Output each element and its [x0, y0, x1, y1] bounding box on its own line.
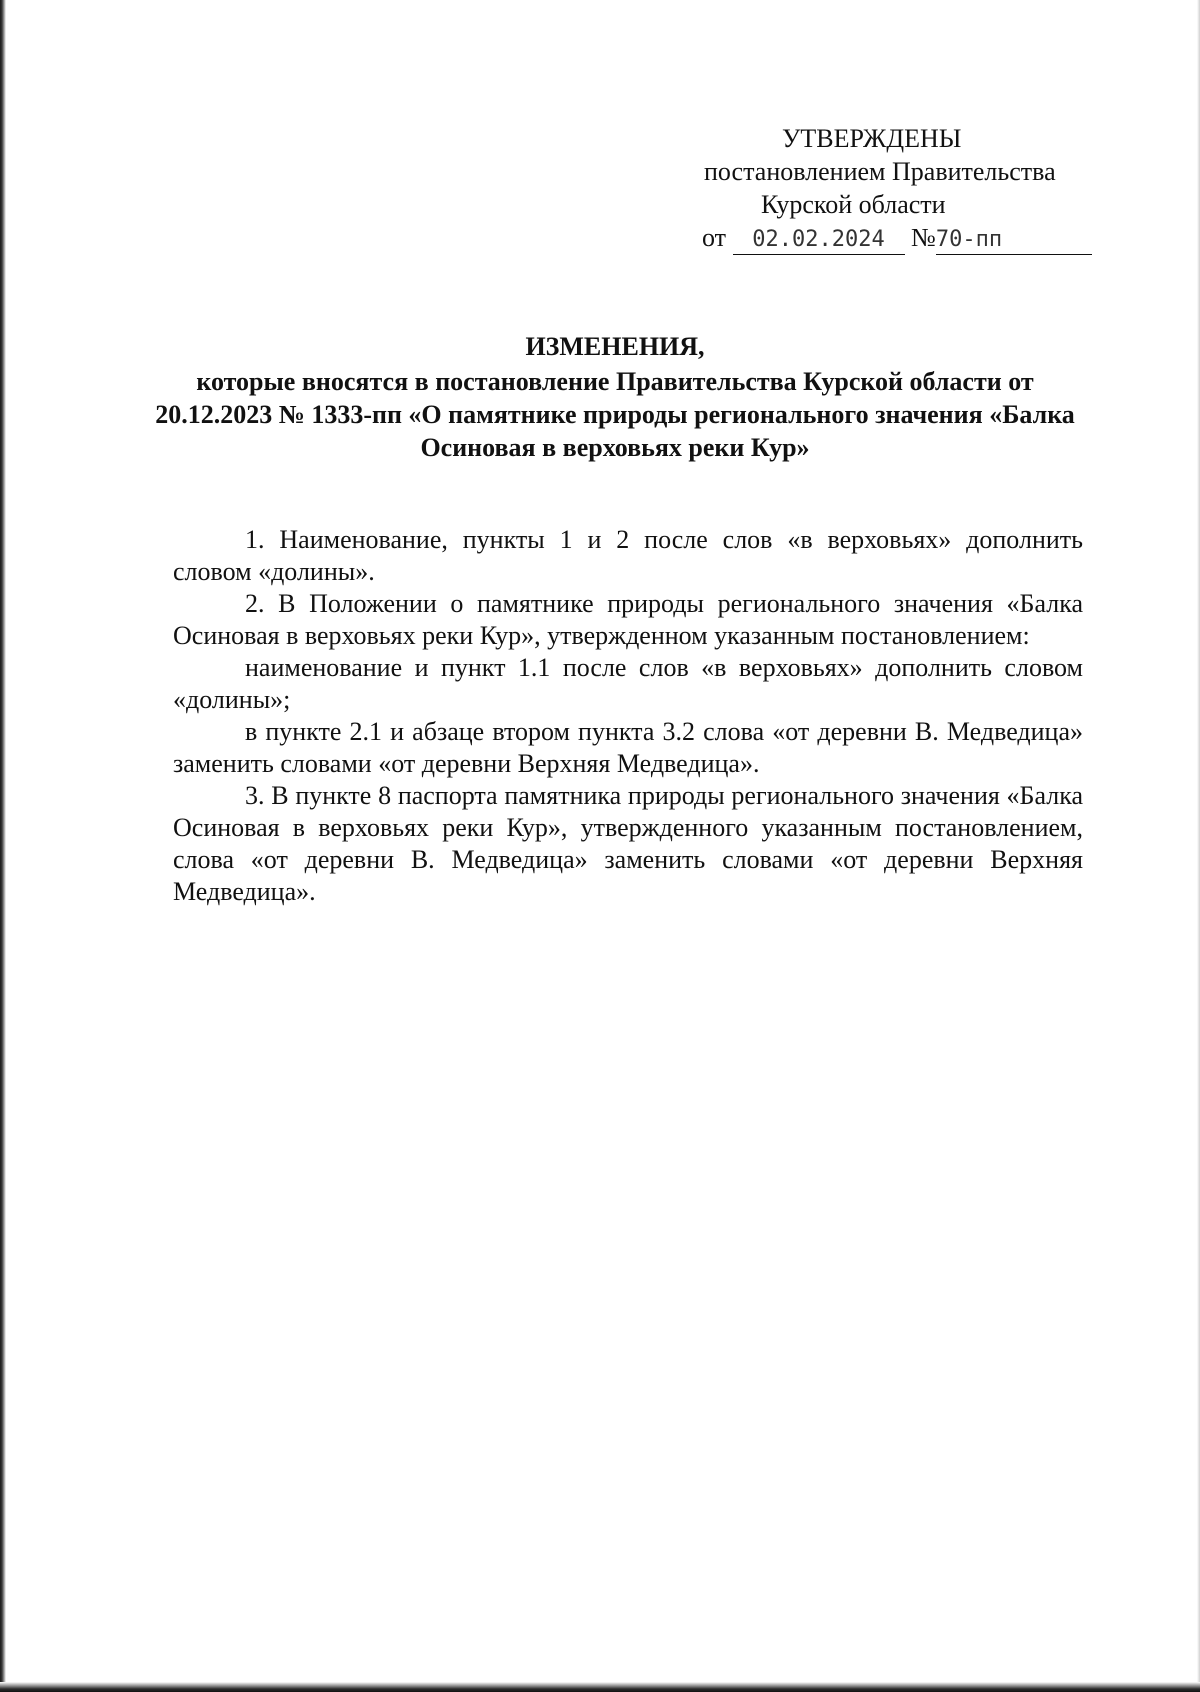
approval-heading: УТВЕРЖДЕНЫ	[782, 124, 962, 153]
body-paragraph: в пункте 2.1 и абзаце втором пункта 3.2 слова «от деревни В. Медведица» заменить словами «от деревни Верхняя Медведица».	[173, 717, 1083, 778]
body-paragraph: наименование и пункт 1.1 после слов «в верховьях» дополнить словом «долины»;	[173, 653, 1083, 714]
approval-block	[690, 122, 1090, 255]
number-prefix: №	[911, 223, 936, 252]
body-paragraph: 2. В Положении о памятнике природы регионального значения «Балка Осиновая в верховьях реки Кур», утвержденном указанным постановлением:	[173, 589, 1083, 650]
scan-edge-left	[0, 0, 6, 1692]
scan-edge-bottom	[0, 1682, 1200, 1692]
approval-number: 70-пп	[936, 226, 1092, 255]
approval-region: Курской области	[761, 190, 946, 219]
body-paragraph: 3. В пункте 8 паспорта памятника природы регионального значения «Балка Осиновая в верховьях реки Кур», утвержденного указанным постановлением, слова «от деревни В. Медведица» заменить словами «от деревни Верхняя Медведица».	[173, 781, 1083, 906]
approval-date-number-line	[690, 221, 1090, 255]
document-title	[150, 330, 1080, 464]
date-prefix: от	[702, 223, 727, 252]
body-paragraph: 1. Наименование, пункты 1 и 2 после слов «в верховьях» дополнить словом «долины».	[173, 525, 1083, 586]
approval-date: 02.02.2024	[733, 226, 905, 255]
document-body	[173, 524, 1083, 908]
title-heading: ИЗМЕНЕНИЯ,	[525, 332, 705, 361]
approval-authority: постановлением Правительства	[704, 157, 1056, 186]
title-subheading: которые вносятся в постановление Правительства Курской области от 20.12.2023 № 1333-пп «О памятнике природы регионального значения «Балка Осиновая в верховьях реки Кур»	[155, 367, 1075, 462]
